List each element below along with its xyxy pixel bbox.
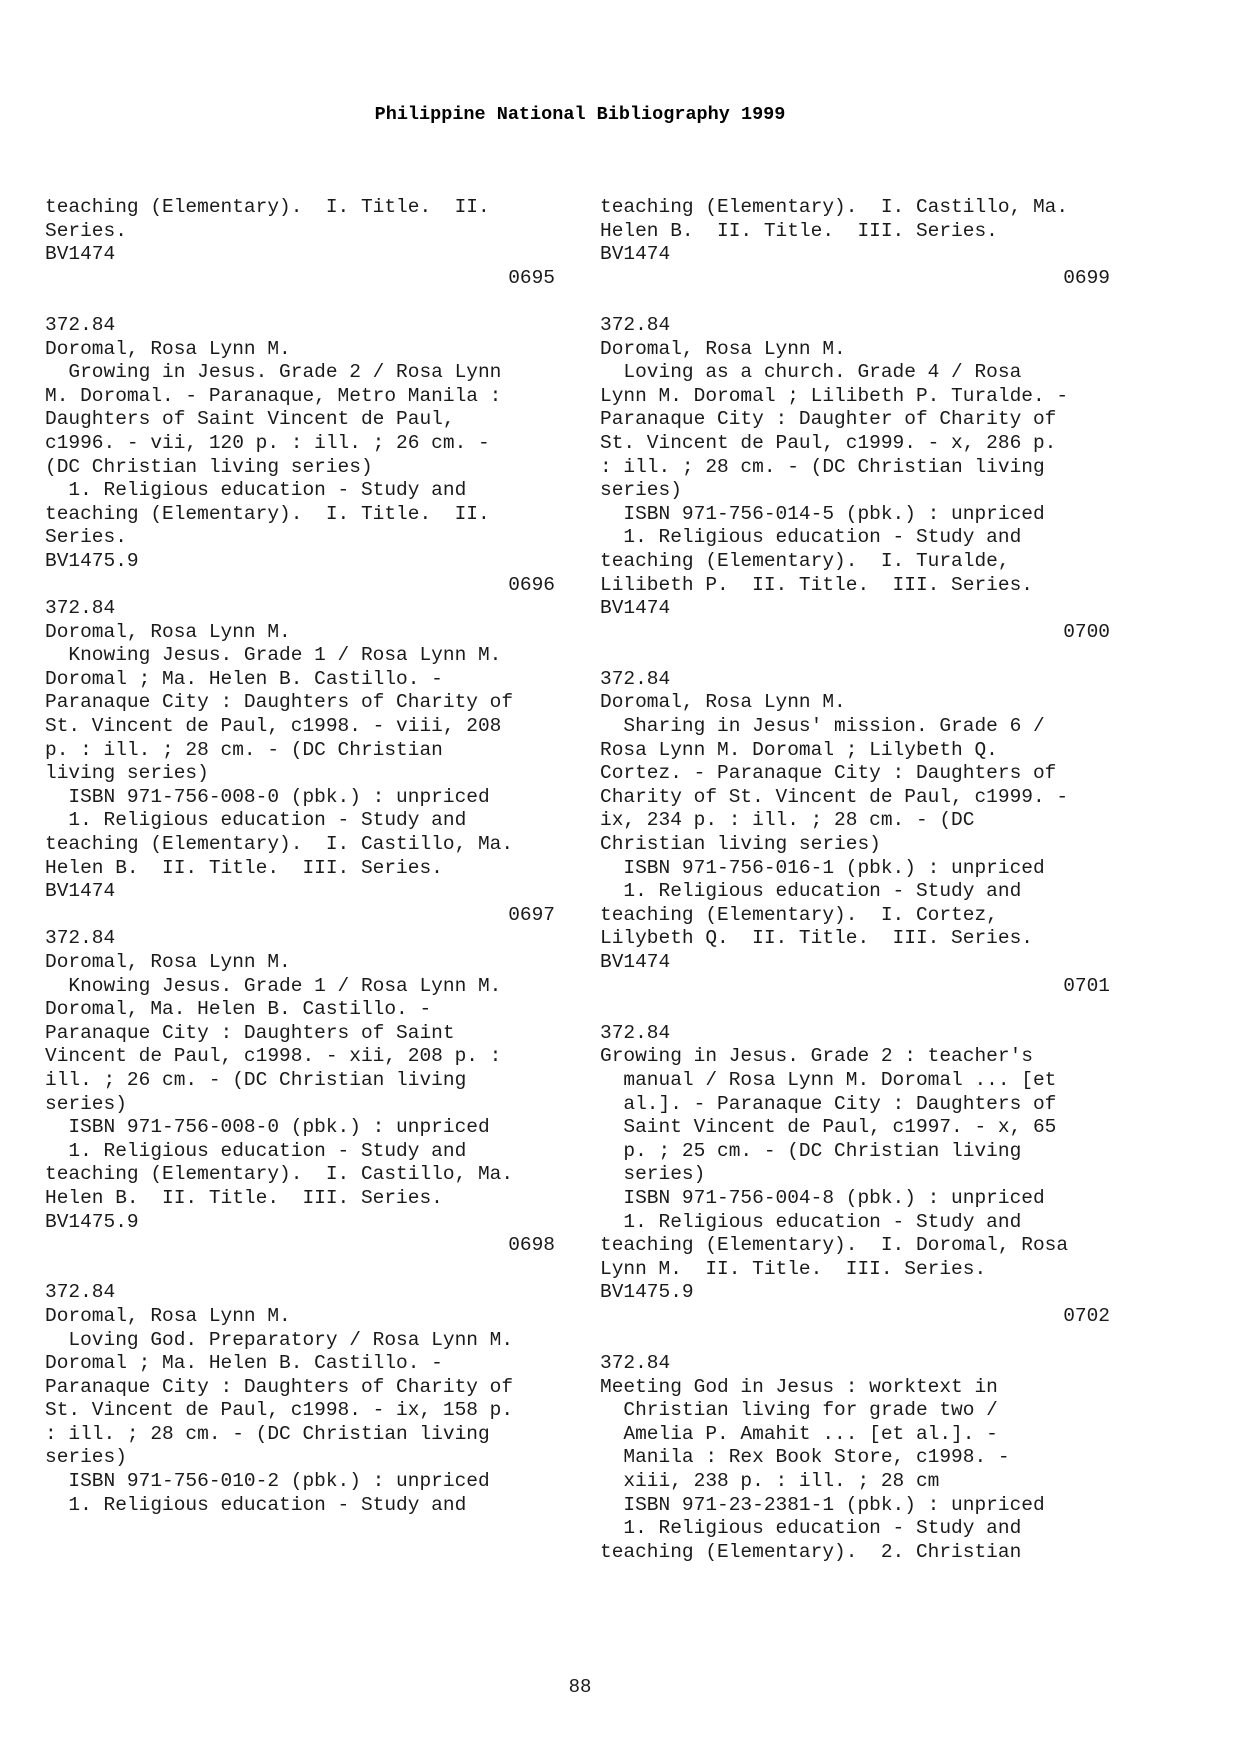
entry-line: BV1474 [45, 880, 116, 903]
entry-line: Knowing Jesus. Grade 1 / Rosa Lynn M. [45, 974, 502, 997]
entry-line: teaching (Elementary). I. Turalde, [600, 549, 1010, 572]
entry-line: 1. Religious education - Study and [45, 479, 467, 502]
entry-line: Doromal, Rosa Lynn M. [45, 620, 291, 643]
entry-line: 372.84 [600, 1352, 671, 1375]
entry-line: Loving as a church. Grade 4 / Rosa [600, 361, 1022, 384]
entry-line: BV1474 [600, 243, 671, 266]
entry-line: Lilybeth Q. II. Title. III. Series. [600, 927, 1033, 950]
entry-line: al.]. - Paranaque City : Daughters of [600, 1092, 1057, 1115]
entry-line: St. Vincent de Paul, c1998. - viii, 208 [45, 715, 502, 738]
entry-number: 0696 [508, 573, 555, 596]
entry-line: Paranaque City : Daughters of Charity of [45, 1375, 514, 1398]
entry-spacer [45, 1258, 555, 1282]
entry-line: 1. Religious education - Study and [45, 809, 467, 832]
bibliography-entry [45, 1281, 555, 1517]
entry-line: Doromal ; Ma. Helen B. Castillo. - [45, 1352, 443, 1375]
entry-line: Lilibeth P. II. Title. III. Series. [600, 573, 1033, 596]
entry-line: Doromal, Rosa Lynn M. [45, 337, 291, 360]
entry-line: teaching (Elementary). I. Cortez, [600, 903, 998, 926]
left-column [45, 196, 555, 1517]
entry-line: Doromal, Rosa Lynn M. [600, 337, 846, 360]
entry-line: Growing in Jesus. Grade 2 / Rosa Lynn [45, 361, 502, 384]
entry-spacer [600, 290, 1110, 314]
entry-line: 372.84 [600, 1021, 671, 1044]
entry-line: BV1474 [600, 597, 671, 620]
entry-line: teaching (Elementary). I. Title. II. [45, 502, 490, 525]
entry-line: Daughters of Saint Vincent de Paul, [45, 408, 455, 431]
entry-line: BV1475.9 [45, 549, 139, 572]
entry-line: Loving God. Preparatory / Rosa Lynn M. [45, 1328, 514, 1351]
entry-line: 1. Religious education - Study and [600, 1517, 1022, 1540]
entry-line: p. ; 25 cm. - (DC Christian living [600, 1139, 1022, 1162]
entry-line: : ill. ; 28 cm. - (DC Christian living [45, 1422, 490, 1445]
entry-line: 372.84 [45, 313, 116, 336]
entry-line: BV1475.9 [45, 1210, 139, 1233]
entry-line: Manila : Rex Book Store, c1998. - [600, 1446, 1010, 1469]
entry-line: ix, 234 p. : ill. ; 28 cm. - (DC [600, 809, 975, 832]
entry-line: Cortez. - Paranaque City : Daughters of [600, 762, 1057, 785]
entry-line: Sharing in Jesus' mission. Grade 6 / [600, 715, 1045, 738]
entry-line: teaching (Elementary). 2. Christian [600, 1540, 1022, 1563]
entry-line: Lynn M. Doromal ; Lilibeth P. Turalde. - [600, 384, 1069, 407]
bibliography-entry [45, 196, 555, 314]
bibliography-entry [45, 314, 555, 597]
entry-number: 0702 [1063, 1304, 1110, 1327]
entry-line: ISBN 971-756-008-0 (pbk.) : unpriced [45, 1116, 490, 1139]
entry-spacer [45, 290, 555, 314]
entry-line: Lynn M. II. Title. III. Series. [600, 1257, 987, 1280]
entry-line: Doromal, Rosa Lynn M. [600, 691, 846, 714]
entry-number: 0699 [1063, 266, 1110, 289]
entry-line: Knowing Jesus. Grade 1 / Rosa Lynn M. [45, 644, 502, 667]
entry-number: 0695 [508, 266, 555, 289]
entry-line: 1. Religious education - Study and [600, 880, 1022, 903]
entry-line: 1. Religious education - Study and [600, 1210, 1022, 1233]
entry-number: 0701 [1063, 974, 1110, 997]
entry-line: Doromal, Ma. Helen B. Castillo. - [45, 998, 432, 1021]
entry-line: 1. Religious education - Study and [45, 1139, 467, 1162]
entry-line: BV1475.9 [600, 1281, 694, 1304]
entry-line: series) [45, 1092, 127, 1115]
entry-line: Series. [45, 219, 127, 242]
bibliography-entry [45, 597, 555, 927]
entry-number: 0697 [508, 903, 555, 926]
bibliography-entry [600, 1022, 1110, 1352]
bibliography-entry [600, 668, 1110, 1022]
entry-line: Paranaque City : Daughter of Charity of [600, 408, 1057, 431]
right-column [600, 196, 1110, 1564]
entry-line: Helen B. II. Title. III. Series. [45, 856, 443, 879]
entry-line: Christian living series) [600, 833, 881, 856]
page-number: 88 [568, 1676, 592, 1698]
entry-line: BV1474 [45, 243, 116, 266]
entry-line: living series) [45, 762, 209, 785]
entry-line: teaching (Elementary). I. Castillo, Ma. [600, 196, 1069, 218]
entry-line: Rosa Lynn M. Doromal ; Lilybeth Q. [600, 738, 998, 761]
bibliography-entry [600, 1352, 1110, 1564]
entry-line: 372.84 [45, 927, 116, 950]
entry-line: Doromal, Rosa Lynn M. [45, 1304, 291, 1327]
entry-line: xiii, 238 p. : ill. ; 28 cm [600, 1470, 940, 1493]
entry-line: ill. ; 26 cm. - (DC Christian living [45, 1068, 467, 1091]
entry-line: 1. Religious education - Study and [600, 526, 1022, 549]
entry-line: manual / Rosa Lynn M. Doromal ... [et [600, 1068, 1057, 1091]
entry-line: St. Vincent de Paul, c1998. - ix, 158 p. [45, 1399, 514, 1422]
entry-line: Helen B. II. Title. III. Series. [600, 219, 998, 242]
entry-line: Helen B. II. Title. III. Series. [45, 1186, 443, 1209]
entry-line: Paranaque City : Daughters of Saint [45, 1021, 455, 1044]
entry-line: series) [600, 479, 682, 502]
entry-line: ISBN 971-756-016-1 (pbk.) : unpriced [600, 856, 1045, 879]
entry-line: teaching (Elementary). I. Doromal, Rosa [600, 1234, 1069, 1257]
entry-line: Series. [45, 526, 127, 549]
page-title: Philippine National Bibliography 1999 [374, 104, 786, 125]
entry-spacer [600, 998, 1110, 1022]
entry-line: ISBN 971-23-2381-1 (pbk.) : unpriced [600, 1493, 1045, 1516]
entry-line: Amelia P. Amahit ... [et al.]. - [600, 1422, 998, 1445]
entry-line: ISBN 971-756-004-8 (pbk.) : unpriced [600, 1186, 1045, 1209]
entry-line: Saint Vincent de Paul, c1997. - x, 65 [600, 1116, 1057, 1139]
entry-spacer [600, 1329, 1110, 1353]
entry-line: c1996. - vii, 120 p. : ill. ; 26 cm. - [45, 431, 490, 454]
entry-line: BV1474 [600, 951, 671, 973]
entry-line: p. : ill. ; 28 cm. - (DC Christian [45, 738, 443, 761]
entry-line: : ill. ; 28 cm. - (DC Christian living [600, 455, 1045, 478]
entry-line: ISBN 971-756-010-2 (pbk.) : unpriced [45, 1470, 490, 1493]
entry-line: Growing in Jesus. Grade 2 : teacher's [600, 1045, 1033, 1068]
entry-line: Paranaque City : Daughters of Charity of [45, 691, 514, 714]
entry-number: 0698 [508, 1234, 555, 1257]
entry-line: Vincent de Paul, c1998. - xii, 208 p. : [45, 1045, 502, 1068]
entry-spacer [600, 644, 1110, 668]
entry-number: 0700 [1063, 620, 1110, 643]
entry-line: 372.84 [600, 313, 671, 336]
entry-line: 1. Religious education - Study and [45, 1493, 467, 1516]
entry-line: series) [45, 1446, 127, 1469]
entry-line: Christian living for grade two / [600, 1399, 998, 1422]
entry-line: teaching (Elementary). I. Castillo, Ma. [45, 833, 514, 856]
bibliography-entry [45, 927, 555, 1281]
bibliography-entry [600, 314, 1110, 668]
entry-line: M. Doromal. - Paranaque, Metro Manila : [45, 384, 502, 407]
entry-line: Doromal ; Ma. Helen B. Castillo. - [45, 667, 443, 690]
entry-line: teaching (Elementary). I. Title. II. [45, 196, 490, 218]
entry-line: teaching (Elementary). I. Castillo, Ma. [45, 1163, 514, 1186]
entry-line: 372.84 [45, 1281, 116, 1304]
entry-line: (DC Christian living series) [45, 455, 373, 478]
entry-line: Meeting God in Jesus : worktext in [600, 1375, 998, 1398]
entry-line: Doromal, Rosa Lynn M. [45, 951, 291, 973]
entry-line: St. Vincent de Paul, c1999. - x, 286 p. [600, 431, 1057, 454]
entry-line: ISBN 971-756-014-5 (pbk.) : unpriced [600, 502, 1045, 525]
entry-line: series) [600, 1163, 706, 1186]
entry-line: 372.84 [600, 667, 671, 690]
bibliography-entry [600, 196, 1110, 314]
entry-line: 372.84 [45, 597, 116, 620]
entry-line: ISBN 971-756-008-0 (pbk.) : unpriced [45, 785, 490, 808]
entry-line: Charity of St. Vincent de Paul, c1999. - [600, 785, 1069, 808]
